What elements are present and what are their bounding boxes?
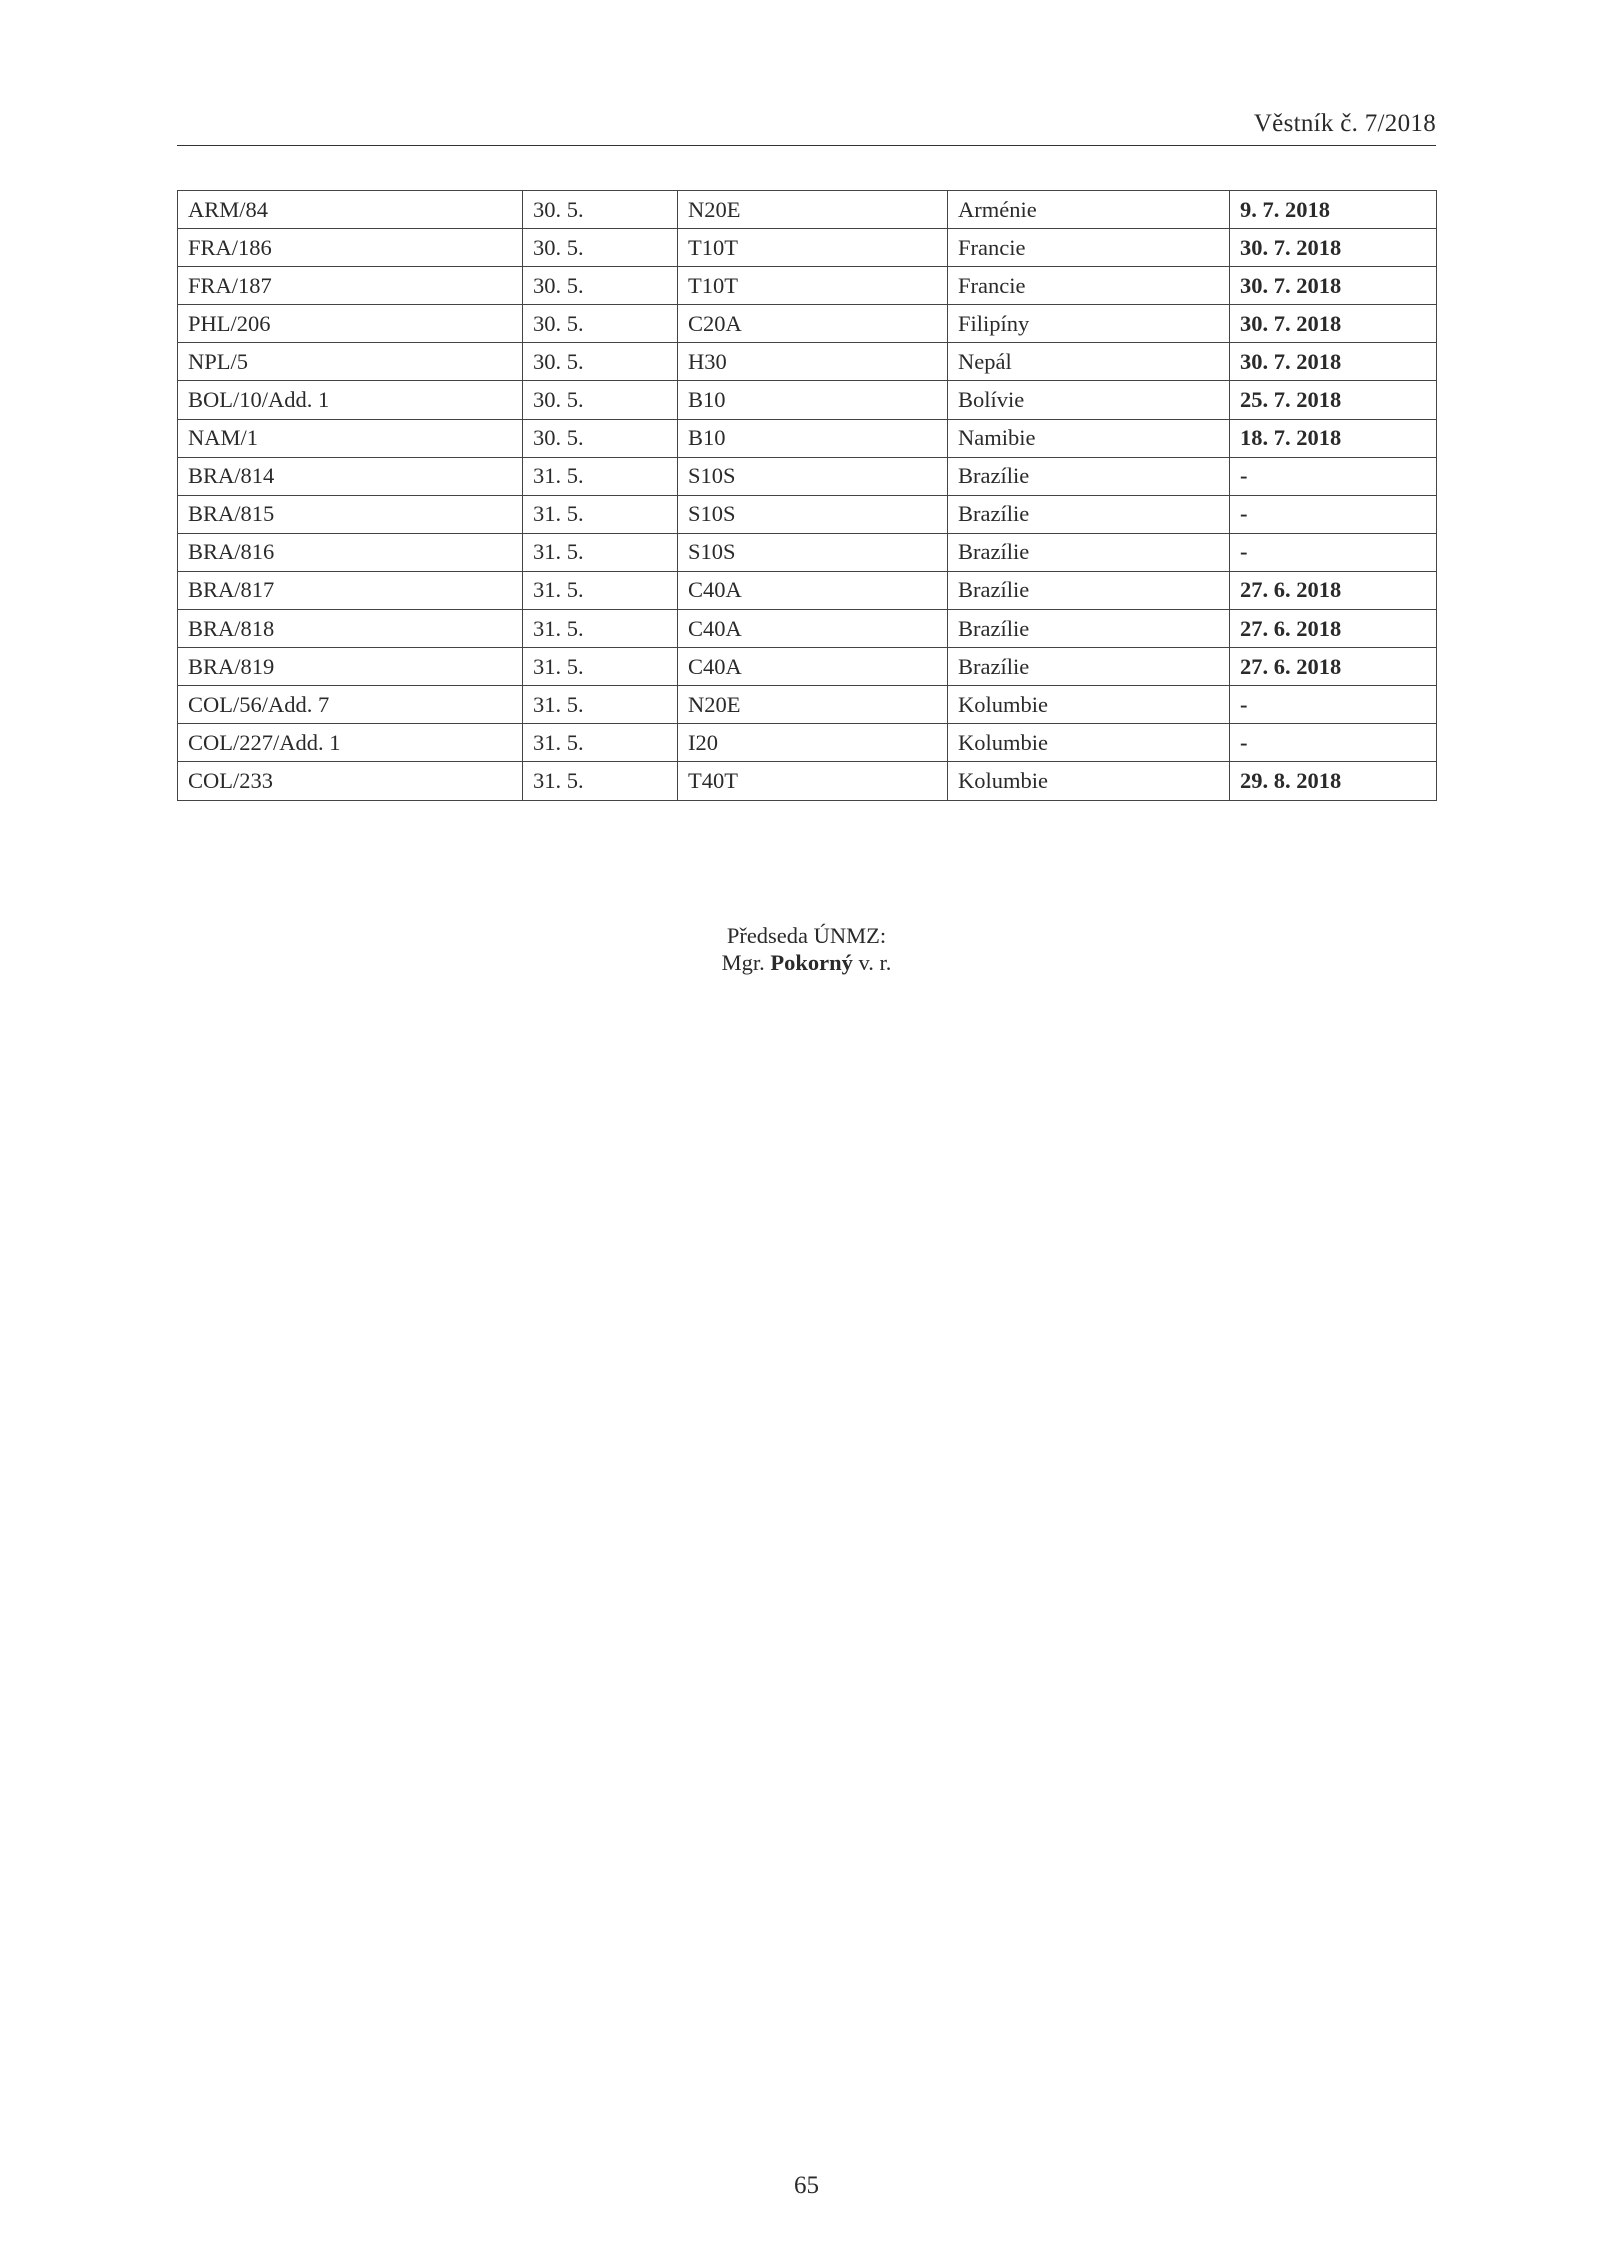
signature-prefix: Mgr. <box>721 950 765 975</box>
cell-code: BOL/10/Add. 1 <box>178 381 523 419</box>
cell-date: 30. 5. <box>523 381 678 419</box>
signature-block <box>177 922 1436 976</box>
cell-date: 31. 5. <box>523 495 678 533</box>
cell-date: 31. 5. <box>523 571 678 609</box>
cell-category: S10S <box>678 457 948 495</box>
signature-suffix: v. r. <box>858 950 892 975</box>
table-row <box>178 267 1437 305</box>
cell-code: BRA/816 <box>178 533 523 571</box>
cell-country: Brazílie <box>948 648 1230 686</box>
cell-deadline: - <box>1230 457 1437 495</box>
table-row <box>178 571 1437 609</box>
cell-code: BRA/818 <box>178 610 523 648</box>
cell-category: N20E <box>678 191 948 229</box>
cell-country: Brazílie <box>948 610 1230 648</box>
cell-code: COL/227/Add. 1 <box>178 724 523 762</box>
cell-date: 30. 5. <box>523 191 678 229</box>
cell-country: Brazílie <box>948 495 1230 533</box>
cell-date: 31. 5. <box>523 724 678 762</box>
cell-category: B10 <box>678 381 948 419</box>
table-row <box>178 648 1437 686</box>
cell-date: 31. 5. <box>523 457 678 495</box>
cell-deadline: - <box>1230 495 1437 533</box>
table-row <box>178 610 1437 648</box>
cell-deadline: 30. 7. 2018 <box>1230 343 1437 381</box>
cell-deadline: 27. 6. 2018 <box>1230 571 1437 609</box>
table-row <box>178 419 1437 457</box>
cell-category: B10 <box>678 419 948 457</box>
table-row <box>178 457 1437 495</box>
cell-country: Nepál <box>948 343 1230 381</box>
notification-table-body <box>178 191 1437 801</box>
cell-date: 31. 5. <box>523 610 678 648</box>
cell-code: FRA/186 <box>178 229 523 267</box>
cell-category: C40A <box>678 571 948 609</box>
cell-country: Kolumbie <box>948 762 1230 800</box>
bulletin-title: Věstník č. 7/2018 <box>1253 110 1436 137</box>
cell-date: 31. 5. <box>523 533 678 571</box>
cell-date: 30. 5. <box>523 229 678 267</box>
cell-code: BRA/815 <box>178 495 523 533</box>
cell-category: H30 <box>678 343 948 381</box>
cell-country: Kolumbie <box>948 724 1230 762</box>
cell-deadline: 25. 7. 2018 <box>1230 381 1437 419</box>
cell-country: Brazílie <box>948 533 1230 571</box>
cell-category: C20A <box>678 305 948 343</box>
cell-country: Namibie <box>948 419 1230 457</box>
table-row <box>178 305 1437 343</box>
cell-code: BRA/814 <box>178 457 523 495</box>
cell-country: Kolumbie <box>948 686 1230 724</box>
cell-country: Francie <box>948 267 1230 305</box>
cell-category: T10T <box>678 267 948 305</box>
cell-country: Brazílie <box>948 571 1230 609</box>
cell-country: Francie <box>948 229 1230 267</box>
cell-country: Brazílie <box>948 457 1230 495</box>
cell-code: ARM/84 <box>178 191 523 229</box>
table-row <box>178 343 1437 381</box>
cell-date: 30. 5. <box>523 419 678 457</box>
table-row <box>178 495 1437 533</box>
signature-line <box>177 949 1436 976</box>
cell-code: NAM/1 <box>178 419 523 457</box>
cell-deadline: 27. 6. 2018 <box>1230 648 1437 686</box>
page-number: 65 <box>794 2172 819 2199</box>
cell-code: PHL/206 <box>178 305 523 343</box>
table-row <box>178 762 1437 800</box>
cell-code: FRA/187 <box>178 267 523 305</box>
cell-category: T40T <box>678 762 948 800</box>
notification-table <box>177 190 1437 801</box>
cell-deadline: 30. 7. 2018 <box>1230 305 1437 343</box>
cell-deadline: - <box>1230 686 1437 724</box>
cell-date: 31. 5. <box>523 686 678 724</box>
table-row <box>178 229 1437 267</box>
cell-deadline: 27. 6. 2018 <box>1230 610 1437 648</box>
cell-deadline: 9. 7. 2018 <box>1230 191 1437 229</box>
cell-category: I20 <box>678 724 948 762</box>
table-row <box>178 724 1437 762</box>
cell-code: NPL/5 <box>178 343 523 381</box>
cell-deadline: 18. 7. 2018 <box>1230 419 1437 457</box>
cell-country: Arménie <box>948 191 1230 229</box>
table-row <box>178 381 1437 419</box>
cell-deadline: - <box>1230 724 1437 762</box>
cell-country: Bolívie <box>948 381 1230 419</box>
signature-role: Předseda ÚNMZ: <box>726 923 887 948</box>
cell-date: 30. 5. <box>523 343 678 381</box>
cell-date: 30. 5. <box>523 267 678 305</box>
table-row <box>178 191 1437 229</box>
cell-category: S10S <box>678 495 948 533</box>
cell-date: 30. 5. <box>523 305 678 343</box>
page-header <box>177 112 1436 146</box>
cell-code: COL/56/Add. 7 <box>178 686 523 724</box>
cell-date: 31. 5. <box>523 762 678 800</box>
cell-category: S10S <box>678 533 948 571</box>
cell-code: BRA/817 <box>178 571 523 609</box>
cell-category: C40A <box>678 648 948 686</box>
cell-deadline: 29. 8. 2018 <box>1230 762 1437 800</box>
cell-deadline: 30. 7. 2018 <box>1230 267 1437 305</box>
cell-category: C40A <box>678 610 948 648</box>
cell-deadline: - <box>1230 533 1437 571</box>
cell-deadline: 30. 7. 2018 <box>1230 229 1437 267</box>
cell-country: Filipíny <box>948 305 1230 343</box>
cell-code: BRA/819 <box>178 648 523 686</box>
table-row <box>178 533 1437 571</box>
cell-category: N20E <box>678 686 948 724</box>
table-row <box>178 686 1437 724</box>
cell-category: T10T <box>678 229 948 267</box>
signature-name: Pokorný <box>770 950 853 975</box>
cell-date: 31. 5. <box>523 648 678 686</box>
cell-code: COL/233 <box>178 762 523 800</box>
